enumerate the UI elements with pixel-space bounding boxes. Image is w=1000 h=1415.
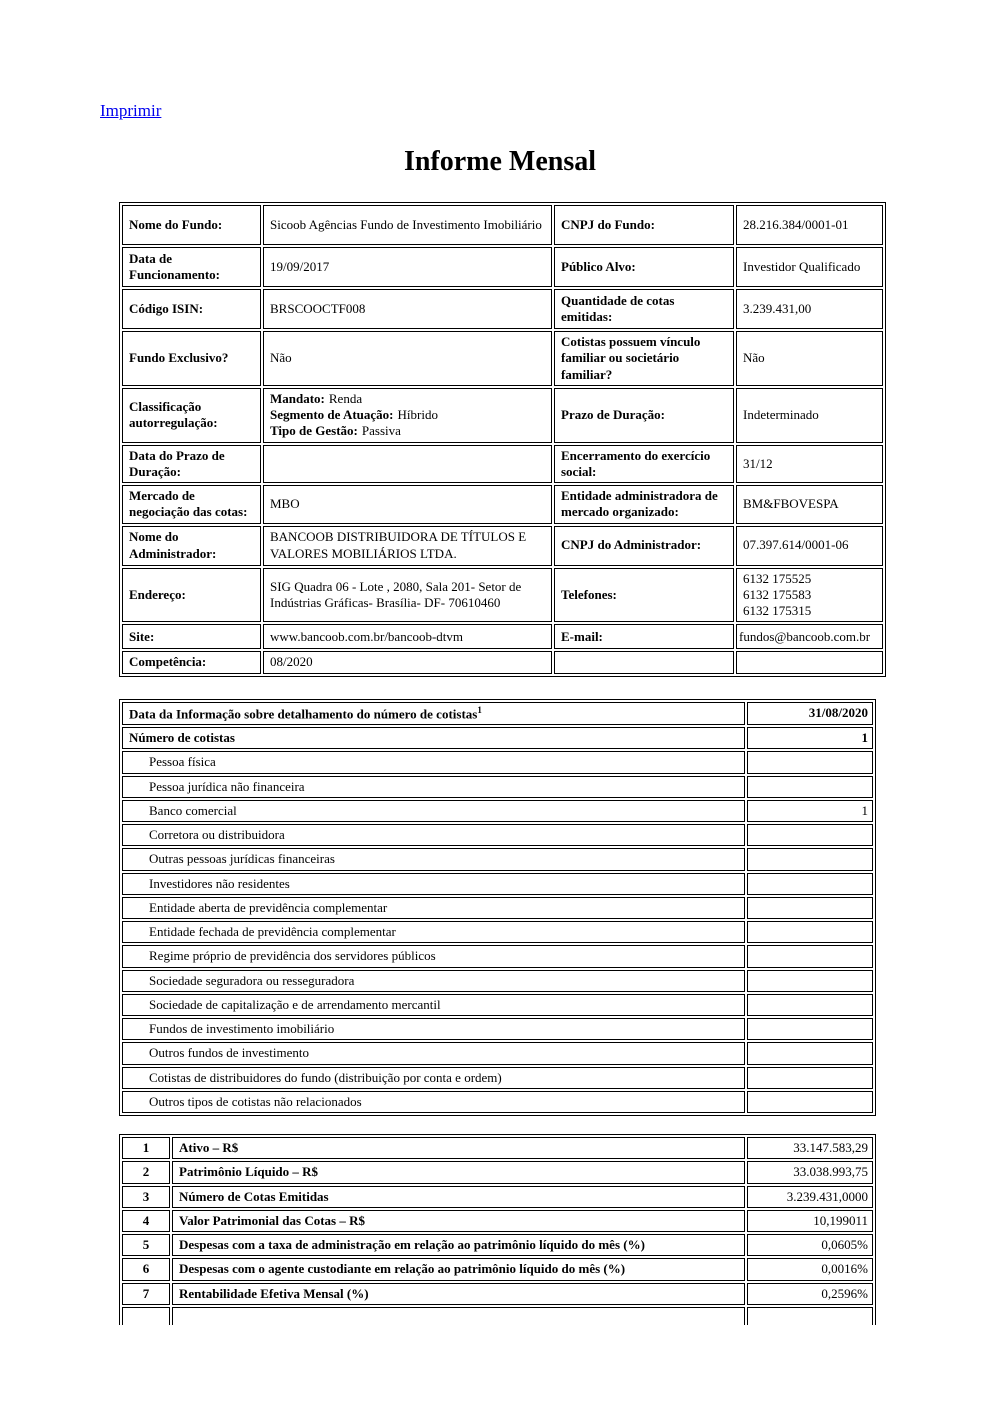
cotista-type-row bbox=[122, 970, 873, 992]
financial-row bbox=[122, 1137, 873, 1159]
field-value: BM&FBOVESPA bbox=[736, 485, 883, 524]
financial-row-number: 1 bbox=[122, 1137, 170, 1159]
table-row bbox=[122, 526, 883, 566]
classification-line: Mandato: Renda bbox=[270, 390, 363, 406]
cotista-type-label: Investidores não residentes bbox=[122, 873, 745, 895]
field-label: Nome do Administrador: bbox=[122, 526, 261, 566]
field-value bbox=[263, 445, 552, 484]
cotista-type-row bbox=[122, 994, 873, 1016]
cotista-type-label: Entidade aberta de previdência complementar bbox=[122, 897, 745, 919]
financial-row bbox=[122, 1210, 873, 1232]
cotistas-table bbox=[119, 699, 876, 1117]
table-row bbox=[122, 651, 883, 673]
phone-number: 6132 175315 bbox=[743, 603, 812, 618]
report-content bbox=[119, 202, 876, 1325]
field-value: 07.397.614/0001-06 bbox=[736, 526, 883, 566]
field-value: Não bbox=[263, 331, 552, 386]
cotista-type-row bbox=[122, 945, 873, 967]
table-row bbox=[122, 289, 883, 329]
financial-row bbox=[122, 1234, 873, 1256]
cotista-type-label: Banco comercial bbox=[122, 800, 745, 822]
financial-row-number: 7 bbox=[122, 1283, 170, 1305]
financial-row-number: 2 bbox=[122, 1161, 170, 1183]
field-label: Data de Funcionamento: bbox=[122, 247, 261, 287]
field-value: BANCOOB DISTRIBUIDORA DE TÍTULOS E VALORES MOBILIÁRIOS LTDA. bbox=[263, 526, 552, 566]
financial-row-label: Patrimônio Líquido – R$ bbox=[172, 1161, 745, 1183]
cotista-type-row bbox=[122, 1018, 873, 1040]
financial-row bbox=[122, 1283, 873, 1305]
financial-row-label: Despesas com a taxa de administração em relação ao patrimônio líquido do mês (%) bbox=[172, 1234, 745, 1256]
print-link[interactable]: Imprimir bbox=[100, 101, 162, 120]
cotista-type-label: Sociedade de capitalização e de arrendamento mercantil bbox=[122, 994, 745, 1016]
cotistas-header-row bbox=[122, 702, 873, 726]
financial-row bbox=[122, 1186, 873, 1208]
cotista-type-label: Pessoa jurídica não financeira bbox=[122, 776, 745, 798]
cotista-type-label: Outros tipos de cotistas não relacionados bbox=[122, 1091, 745, 1113]
financial-row-label: Rentabilidade Efetiva Mensal (%) bbox=[172, 1283, 745, 1305]
cotista-type-row bbox=[122, 848, 873, 870]
financial-row-number: 5 bbox=[122, 1234, 170, 1256]
cotista-type-row bbox=[122, 897, 873, 919]
financial-table-clip bbox=[119, 1134, 876, 1325]
table-row bbox=[122, 247, 883, 287]
financial-row-value: 33.038.993,75 bbox=[747, 1161, 873, 1183]
cotista-type-label: Outros fundos de investimento bbox=[122, 1042, 745, 1064]
table-row bbox=[122, 568, 883, 623]
financial-row bbox=[122, 1258, 873, 1280]
field-label: Fundo Exclusivo? bbox=[122, 331, 261, 386]
financial-row-label: Ativo – R$ bbox=[172, 1137, 745, 1159]
field-label: Competência: bbox=[122, 651, 261, 673]
field-label: Código ISIN: bbox=[122, 289, 261, 329]
field-value: Indeterminado bbox=[736, 388, 883, 443]
financial-table bbox=[119, 1134, 876, 1325]
cotista-type-label: Pessoa física bbox=[122, 751, 745, 773]
field-value: 08/2020 bbox=[263, 651, 552, 673]
cotistas-header-date: 31/08/2020 bbox=[747, 702, 873, 726]
classification-line: Tipo de Gestão: Passiva bbox=[270, 423, 401, 439]
cotista-type-label: Corretora ou distribuidora bbox=[122, 824, 745, 846]
cotista-type-value bbox=[747, 848, 873, 870]
financial-row-number: 4 bbox=[122, 1210, 170, 1232]
empty-cell bbox=[122, 1307, 170, 1325]
field-label: Encerramento do exercício social: bbox=[554, 445, 734, 484]
cotista-type-label: Outras pessoas jurídicas financeiras bbox=[122, 848, 745, 870]
cotista-type-label: Regime próprio de previdência dos servidores públicos bbox=[122, 945, 745, 967]
financial-row-value: 0,0016% bbox=[747, 1258, 873, 1280]
cotista-type-value: 1 bbox=[747, 800, 873, 822]
field-label: Entidade administradora de mercado organizado: bbox=[554, 485, 734, 524]
cotista-type-label: Sociedade seguradora ou resseguradora bbox=[122, 970, 745, 992]
field-label: CNPJ do Fundo: bbox=[554, 205, 734, 245]
field-value: www.bancoob.com.br/bancoob-dtvm bbox=[263, 624, 552, 649]
cotista-type-label: Entidade fechada de previdência complementar bbox=[122, 921, 745, 943]
field-label: CNPJ do Administrador: bbox=[554, 526, 734, 566]
field-label: Cotistas possuem vínculo familiar ou societário familiar? bbox=[554, 331, 734, 386]
field-value bbox=[736, 568, 883, 623]
page-title: Informe Mensal bbox=[403, 146, 597, 177]
financial-row-label: Valor Patrimonial das Cotas – R$ bbox=[172, 1210, 745, 1232]
financial-row-value: 33.147.583,29 bbox=[747, 1137, 873, 1159]
field-value: SIG Quadra 06 - Lote , 2080, Sala 201- Setor de Indústrias Gráficas- Brasília- DF- 70610460 bbox=[263, 568, 552, 623]
phone-number: 6132 175583 bbox=[743, 586, 812, 602]
empty-cell bbox=[736, 651, 883, 673]
cotista-type-value bbox=[747, 1042, 873, 1064]
cotista-type-row bbox=[122, 921, 873, 943]
cotista-type-value bbox=[747, 994, 873, 1016]
phone-number: 6132 175525 bbox=[743, 570, 812, 586]
table-row bbox=[122, 485, 883, 524]
financial-row-value: 0,0605% bbox=[747, 1234, 873, 1256]
cotista-type-value bbox=[747, 970, 873, 992]
cotista-type-row bbox=[122, 873, 873, 895]
cotista-type-value bbox=[747, 1091, 873, 1113]
empty-cell bbox=[172, 1307, 745, 1325]
cotista-type-row bbox=[122, 1091, 873, 1113]
print-link-area bbox=[0, 0, 1000, 121]
field-value: fundos@bancoob.com.br bbox=[736, 624, 883, 649]
financial-row-number: 3 bbox=[122, 1186, 170, 1208]
empty-cell bbox=[747, 1307, 873, 1325]
field-label: Telefones: bbox=[554, 568, 734, 623]
cotista-type-row bbox=[122, 751, 873, 773]
table-row bbox=[122, 445, 883, 484]
cotista-type-row bbox=[122, 824, 873, 846]
cotistas-header-label: Data da Informação sobre detalhamento do número de cotistas$^1$ bbox=[122, 702, 745, 726]
cotista-type-value bbox=[747, 873, 873, 895]
cotista-type-value bbox=[747, 1018, 873, 1040]
cotistas-total-row bbox=[122, 727, 873, 749]
cotista-type-value bbox=[747, 751, 873, 773]
cotista-type-value bbox=[747, 1067, 873, 1089]
field-value: 31/12 bbox=[736, 445, 883, 484]
field-label: Mercado de negociação das cotas: bbox=[122, 485, 261, 524]
classification-line: Segmento de Atuação: Híbrido bbox=[270, 407, 438, 422]
cotista-type-value bbox=[747, 824, 873, 846]
field-value: 19/09/2017 bbox=[263, 247, 552, 287]
table-row bbox=[122, 388, 883, 443]
financial-row-label: Número de Cotas Emitidas bbox=[172, 1186, 745, 1208]
cotista-type-row bbox=[122, 800, 873, 822]
field-label: Data do Prazo de Duração: bbox=[122, 445, 261, 484]
cotista-type-value bbox=[747, 776, 873, 798]
cotista-type-row bbox=[122, 1042, 873, 1064]
cotista-type-value bbox=[747, 945, 873, 967]
field-value: MBO bbox=[263, 485, 552, 524]
table-row bbox=[122, 205, 883, 245]
field-label: Classificação autorregulação: bbox=[122, 388, 261, 443]
field-value: 3.239.431,00 bbox=[736, 289, 883, 329]
field-label: Nome do Fundo: bbox=[122, 205, 261, 245]
cotistas-total-value: 1 bbox=[747, 727, 873, 749]
field-label: Prazo de Duração: bbox=[554, 388, 734, 443]
table-row bbox=[122, 331, 883, 386]
financial-row bbox=[122, 1161, 873, 1183]
field-label: E-mail: bbox=[554, 624, 734, 649]
fund-info-table bbox=[119, 202, 886, 677]
financial-row-value: 10,199011 bbox=[747, 1210, 873, 1232]
cotista-type-label: Fundos de investimento imobiliário bbox=[122, 1018, 745, 1040]
financial-row-value: 0,2596% bbox=[747, 1283, 873, 1305]
field-value: Não bbox=[736, 331, 883, 386]
footnote-marker: 1 bbox=[477, 704, 482, 715]
financial-row-label: Despesas com o agente custodiante em relação ao patrimônio líquido do mês (%) bbox=[172, 1258, 745, 1280]
cotista-type-value bbox=[747, 897, 873, 919]
field-label: Quantidade de cotas emitidas: bbox=[554, 289, 734, 329]
cotista-type-row bbox=[122, 776, 873, 798]
field-label: Endereço: bbox=[122, 568, 261, 623]
financial-row-number: 6 bbox=[122, 1258, 170, 1280]
field-value: BRSCOOCTF008 bbox=[263, 289, 552, 329]
cotista-type-value bbox=[747, 921, 873, 943]
table-row bbox=[122, 624, 883, 649]
field-value: 28.216.384/0001-01 bbox=[736, 205, 883, 245]
cotistas-total-label: Número de cotistas bbox=[122, 727, 745, 749]
field-value: Sicoob Agências Fundo de Investimento Imobiliário bbox=[263, 205, 552, 245]
financial-row-value: 3.239.431,0000 bbox=[747, 1186, 873, 1208]
field-label: Público Alvo: bbox=[554, 247, 734, 287]
field-label: Site: bbox=[122, 624, 261, 649]
cotista-type-label: Cotistas de distribuidores do fundo (distribuição por conta e ordem) bbox=[122, 1067, 745, 1089]
empty-cell bbox=[554, 651, 734, 673]
cotista-type-row bbox=[122, 1067, 873, 1089]
financial-row-partial bbox=[122, 1307, 873, 1325]
field-value bbox=[263, 388, 552, 443]
field-value: Investidor Qualificado bbox=[736, 247, 883, 287]
